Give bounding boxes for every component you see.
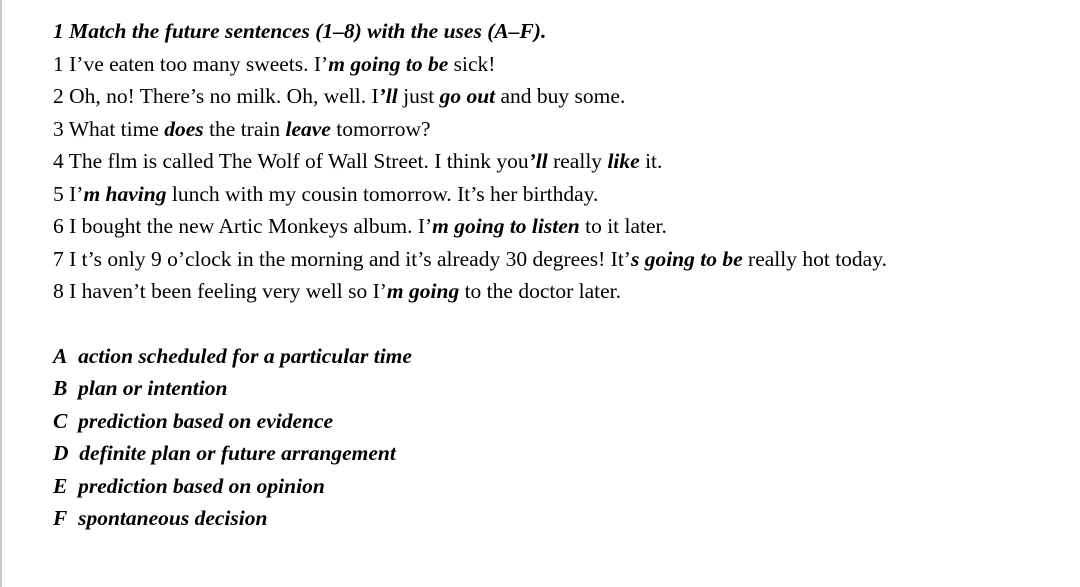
use-text: prediction based on opinion	[78, 473, 325, 498]
emphasized-verb-phrase: m having	[83, 181, 167, 206]
emphasized-verb-phrase: m going	[386, 279, 460, 303]
sentence-text: and buy some.	[495, 84, 626, 108]
sentence-text: really hot today.	[742, 246, 887, 271]
sentence-text: really	[547, 149, 608, 173]
sentence-text: tomorrow?	[330, 116, 431, 141]
sentence-2	[53, 80, 1063, 113]
sentence-6	[53, 210, 1063, 243]
emphasized-verb-phrase: go out	[439, 84, 496, 108]
sentence-text: 2 Oh, no! There’s no milk. Oh, well. I	[53, 84, 379, 108]
use-letter: D	[53, 441, 69, 465]
emphasized-verb-phrase: like	[607, 149, 640, 173]
use-option-f	[53, 502, 1063, 535]
sentence-text: just	[397, 84, 440, 108]
emphasized-verb-phrase: ’ll	[378, 84, 398, 108]
exercise-title: 1 Match the future sentences (1–8) with the uses (A–F).	[53, 19, 547, 43]
sentence-4	[53, 145, 1063, 178]
use-option-e	[53, 470, 1063, 503]
emphasized-verb-phrase: ’ll	[528, 149, 548, 173]
use-text: plan or intention	[78, 376, 228, 400]
emphasized-verb-phrase: m going to be	[328, 51, 449, 76]
use-text: spontaneous decision	[78, 506, 268, 530]
use-letter: C	[53, 408, 68, 433]
sentence-text: 8 I haven’t been feeling very well so I’	[53, 279, 387, 303]
use-text: action scheduled for a particular time	[78, 343, 412, 368]
use-letter: B	[53, 376, 68, 400]
sentence-5	[53, 178, 1063, 211]
sentence-text: 6 I bought the new Artic Monkeys album. I’	[53, 214, 433, 238]
sentence-text: lunch with my cousin tomorrow. It’s her birthday.	[166, 181, 599, 206]
use-text: definite plan or future arrangement	[79, 441, 396, 465]
page-left-border	[0, 0, 2, 587]
use-option-b	[53, 372, 1063, 405]
section-spacer	[53, 308, 1063, 340]
sentence-text: 1 I’ve eaten too many sweets. I’	[53, 51, 329, 76]
sentence-text: 4 The flm is called The Wolf of Wall Street. I think you	[53, 149, 529, 173]
sentence-text: 3 What time	[53, 116, 165, 141]
emphasized-verb-phrase: does	[164, 116, 204, 141]
emphasized-verb-phrase: leave	[285, 116, 331, 141]
sentence-1	[53, 48, 1063, 81]
use-option-a	[53, 340, 1063, 373]
sentence-text: it.	[639, 149, 663, 173]
emphasized-verb-phrase: s going to be	[630, 246, 743, 271]
use-option-d	[53, 437, 1063, 470]
sentence-text: 7 I t’s only 9 o’clock in the morning and it’s already 30 degrees! It’	[53, 246, 631, 271]
sentence-text: to it later.	[579, 214, 667, 238]
sentence-text: the train	[203, 116, 286, 141]
use-letter: A	[53, 343, 68, 368]
use-letter: E	[53, 473, 68, 498]
emphasized-verb-phrase: m going to listen	[432, 214, 580, 238]
sentence-text: 5 I’	[53, 181, 84, 206]
sentence-3	[53, 113, 1063, 146]
sentence-8	[53, 275, 1063, 308]
use-letter: F	[53, 506, 68, 530]
exercise-document	[53, 15, 1063, 535]
use-text: prediction based on evidence	[78, 408, 334, 433]
use-option-c	[53, 405, 1063, 438]
sentence-text: to the doctor later.	[459, 279, 621, 303]
sentence-7	[53, 243, 1063, 276]
sentence-text: sick!	[448, 51, 496, 76]
